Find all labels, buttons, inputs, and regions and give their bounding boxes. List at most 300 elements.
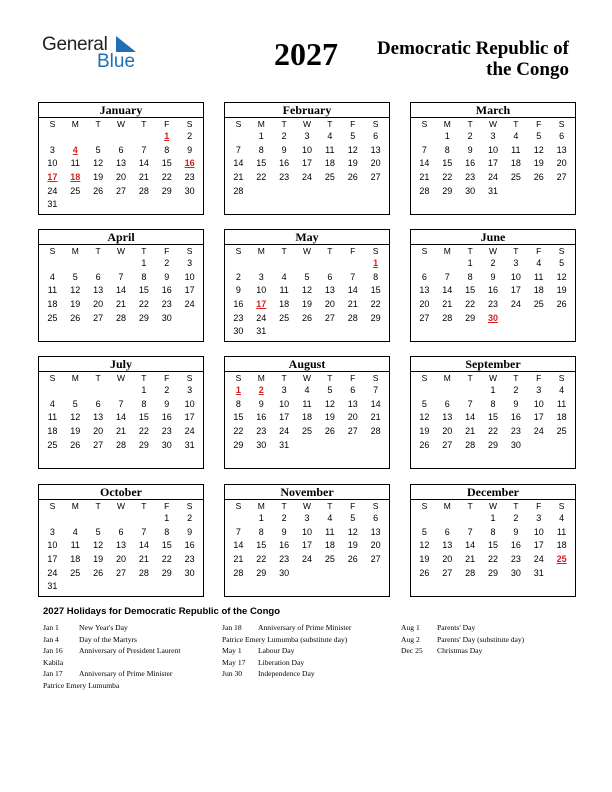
holiday-date: Aug 1	[401, 623, 420, 632]
day-cell: 26	[301, 312, 312, 323]
day-cell: 13	[115, 540, 126, 551]
month-title: February	[225, 103, 389, 118]
day-cell: 26	[347, 554, 358, 565]
day-cell: 24	[301, 554, 312, 565]
day-cell: 14	[115, 285, 126, 296]
day-cell: 25	[324, 554, 335, 565]
day-cell: 16	[487, 285, 498, 296]
day-cell: 29	[161, 567, 172, 578]
month-january	[38, 102, 204, 215]
day-cell: 21	[419, 172, 430, 183]
day-cell: 6	[373, 131, 379, 141]
day-cell: 25	[556, 426, 567, 437]
day-cell: 31	[533, 567, 544, 578]
day-cell: 20	[442, 426, 453, 437]
holiday-name: Parents' Day	[437, 623, 476, 632]
holiday-entry	[43, 645, 218, 657]
day-cell: 31	[184, 439, 195, 450]
month-title: January	[39, 103, 203, 118]
day-cell: 14	[233, 540, 244, 551]
day-cell: 17	[301, 158, 312, 169]
day-cell: 20	[115, 554, 126, 565]
day-cell: 23	[184, 554, 195, 565]
day-cell: 23	[279, 554, 290, 565]
holiday-column	[222, 622, 397, 680]
day-cell: 10	[184, 271, 195, 282]
day-cell: 5	[536, 131, 542, 141]
day-cell: 1	[141, 385, 147, 395]
day-cell: 28	[138, 567, 149, 578]
empty-cell	[413, 257, 436, 271]
day-cell: 27	[93, 312, 104, 323]
day-cell: 15	[487, 540, 498, 551]
day-cell: 28	[138, 185, 149, 196]
day-cell: 16	[510, 412, 521, 423]
day-cell: 3	[536, 385, 542, 395]
day-cell: 3	[258, 271, 264, 282]
day-cell: 22	[487, 554, 498, 565]
day-cell: 26	[324, 426, 335, 437]
holiday-day: 16	[184, 158, 195, 169]
day-cell: 18	[70, 554, 81, 565]
day-cell: 17	[279, 412, 290, 423]
day-cell: 13	[93, 285, 104, 296]
weekday-label: S	[186, 246, 193, 256]
day-cell: 17	[533, 412, 544, 423]
day-cell: 27	[115, 185, 126, 196]
day-cell: 27	[419, 312, 430, 323]
day-cell: 25	[533, 299, 544, 310]
day-cell: 7	[467, 526, 473, 537]
day-cell: 30	[233, 326, 244, 337]
day-cell: 13	[556, 144, 567, 155]
holiday-column	[43, 622, 218, 691]
day-cell: 5	[350, 131, 356, 141]
day-cell: 30	[256, 439, 267, 450]
day-cell: 22	[442, 172, 453, 183]
day-cell: 10	[510, 271, 521, 282]
day-cell: 13	[419, 285, 430, 296]
holiday-date: Jan 18	[222, 623, 242, 632]
day-cell: 17	[510, 285, 521, 296]
day-cell: 4	[49, 398, 55, 409]
day-cell: 3	[187, 385, 193, 395]
holiday-day: 1	[235, 385, 241, 395]
holiday-date: Jan 4	[43, 634, 59, 644]
day-cell: 22	[138, 299, 149, 310]
holiday-day: 1	[373, 258, 379, 268]
day-cell: 18	[556, 540, 567, 551]
day-cell: 11	[556, 398, 567, 409]
weekday-label: W	[488, 246, 497, 256]
day-cell: 25	[324, 172, 335, 183]
weekday-label: F	[164, 501, 170, 511]
day-cell: 13	[347, 398, 358, 409]
day-cell: 21	[138, 554, 149, 565]
day-cell: 18	[556, 412, 567, 423]
empty-cell	[318, 257, 341, 271]
holiday-day: 25	[556, 554, 567, 565]
day-cell: 14	[370, 398, 381, 409]
empty-cell	[110, 130, 133, 144]
day-cell: 6	[95, 271, 101, 282]
day-cell: 5	[304, 271, 310, 282]
day-cell: 20	[556, 158, 567, 169]
empty-cell	[41, 130, 64, 144]
day-cell: 7	[444, 271, 450, 282]
day-cell: 27	[347, 426, 358, 437]
weekday-label: T	[281, 119, 287, 129]
weekday-label: F	[350, 246, 356, 256]
day-cell: 2	[235, 271, 241, 282]
day-cell: 20	[442, 554, 453, 565]
empty-cell	[436, 512, 459, 526]
day-cell: 24	[184, 426, 195, 437]
month-title: August	[225, 357, 389, 372]
day-cell: 12	[93, 158, 104, 169]
day-cell: 21	[442, 299, 453, 310]
month-title: November	[225, 485, 389, 500]
day-cell: 14	[465, 540, 476, 551]
holiday-name: Independence Day	[258, 669, 315, 678]
day-cell: 19	[347, 540, 358, 551]
day-cell: 8	[490, 398, 496, 409]
day-cell: 25	[510, 172, 521, 183]
empty-cell	[436, 257, 459, 271]
weekday-label: T	[467, 246, 473, 256]
holidays-title: 2027 Holidays for Democratic Republic of the Congo	[43, 606, 281, 617]
weekday-label: T	[513, 246, 519, 256]
day-cell: 4	[304, 385, 310, 395]
day-cell: 27	[324, 312, 335, 323]
holiday-name-continued: Patrice Emery Lumumba	[43, 680, 120, 690]
holiday-name: Labour Day	[258, 646, 295, 655]
day-cell: 3	[513, 258, 519, 268]
weekday-label: S	[421, 501, 428, 511]
holiday-day: 18	[70, 172, 81, 183]
day-cell: 3	[490, 131, 496, 141]
day-cell: 10	[47, 158, 58, 169]
day-cell: 3	[304, 513, 310, 523]
day-cell: 7	[373, 385, 379, 395]
day-cell: 4	[49, 271, 55, 282]
day-cell: 6	[373, 513, 379, 523]
day-cell: 12	[93, 540, 104, 551]
day-cell: 13	[324, 285, 335, 296]
day-cell: 25	[47, 312, 58, 323]
day-cell: 22	[487, 426, 498, 437]
day-cell: 16	[279, 540, 290, 551]
weekday-label: W	[116, 246, 125, 256]
day-cell: 5	[72, 398, 78, 409]
weekday-label: T	[95, 246, 101, 256]
day-cell: 16	[510, 540, 521, 551]
day-cell: 27	[442, 439, 453, 450]
weekday-label: M	[71, 501, 79, 511]
weekday-label: W	[302, 119, 311, 129]
weekday-label: S	[558, 246, 565, 256]
day-cell: 28	[419, 185, 430, 196]
day-cell: 8	[373, 271, 379, 282]
month-november	[224, 484, 390, 597]
weekday-label: W	[488, 501, 497, 511]
weekday-label: S	[421, 373, 428, 383]
day-cell: 28	[465, 567, 476, 578]
day-cell: 15	[487, 412, 498, 423]
day-cell: 17	[487, 158, 498, 169]
day-cell: 22	[161, 172, 172, 183]
day-cell: 18	[279, 299, 290, 310]
day-cell: 31	[47, 581, 58, 592]
weekday-label: S	[186, 501, 193, 511]
month-april	[38, 229, 204, 342]
day-cell: 16	[465, 158, 476, 169]
day-cell: 17	[301, 540, 312, 551]
weekday-label: S	[558, 373, 565, 383]
empty-cell	[110, 257, 133, 271]
weekday-label: T	[513, 501, 519, 511]
day-cell: 9	[513, 526, 519, 537]
weekday-label: T	[281, 246, 287, 256]
holiday-entry	[401, 634, 571, 646]
day-cell: 10	[256, 285, 267, 296]
day-cell: 3	[187, 258, 193, 268]
empty-cell	[436, 384, 459, 398]
day-cell: 15	[138, 412, 149, 423]
day-cell: 16	[184, 540, 195, 551]
day-cell: 19	[419, 554, 430, 565]
day-cell: 8	[141, 271, 147, 282]
day-cell: 28	[115, 439, 126, 450]
day-cell: 19	[70, 299, 81, 310]
day-cell: 21	[115, 426, 126, 437]
day-cell: 21	[233, 554, 244, 565]
day-cell: 22	[465, 299, 476, 310]
day-cell: 29	[465, 312, 476, 323]
day-cell: 19	[93, 172, 104, 183]
month-july	[38, 356, 204, 469]
holiday-date: Dec 25	[401, 646, 423, 655]
day-cell: 26	[419, 439, 430, 450]
day-cell: 30	[510, 567, 521, 578]
weekday-label: M	[257, 501, 265, 511]
weekday-label: F	[164, 246, 170, 256]
day-cell: 26	[70, 439, 81, 450]
day-cell: 17	[47, 554, 58, 565]
day-cell: 9	[490, 271, 496, 282]
day-cell: 5	[421, 398, 427, 409]
day-cell: 12	[347, 526, 358, 537]
day-cell: 3	[281, 385, 287, 395]
weekday-label: M	[257, 373, 265, 383]
weekday-label: M	[257, 246, 265, 256]
day-cell: 9	[164, 271, 170, 282]
day-cell: 23	[161, 299, 172, 310]
day-cell: 28	[465, 439, 476, 450]
month-title: October	[39, 485, 203, 500]
weekday-label: M	[443, 246, 451, 256]
day-cell: 1	[164, 513, 170, 523]
day-cell: 21	[138, 172, 149, 183]
holiday-date: Jan 1	[43, 623, 59, 632]
empty-cell	[273, 257, 296, 271]
day-cell: 11	[47, 285, 58, 296]
month-september	[410, 356, 576, 469]
day-cell: 12	[419, 540, 430, 551]
weekday-label: T	[327, 501, 333, 511]
day-cell: 15	[370, 285, 381, 296]
day-cell: 4	[513, 131, 519, 141]
weekday-label: W	[488, 373, 497, 383]
day-cell: 27	[93, 439, 104, 450]
weekday-label: T	[327, 246, 333, 256]
day-cell: 7	[141, 144, 147, 155]
day-cell: 27	[556, 172, 567, 183]
month-title: July	[39, 357, 203, 372]
day-cell: 2	[187, 513, 193, 523]
weekday-label: T	[141, 246, 147, 256]
weekday-label: S	[421, 119, 428, 129]
day-cell: 11	[70, 540, 80, 551]
empty-cell	[459, 384, 482, 398]
empty-cell	[132, 130, 155, 144]
day-cell: 7	[350, 271, 356, 282]
day-cell: 19	[93, 554, 104, 565]
day-cell: 20	[370, 158, 381, 169]
weekday-label: T	[281, 501, 287, 511]
day-cell: 12	[70, 285, 81, 296]
holiday-name: Christmas Day	[437, 646, 483, 655]
day-cell: 28	[442, 312, 453, 323]
weekday-label: W	[116, 501, 125, 511]
weekday-label: T	[95, 373, 101, 383]
day-cell: 4	[72, 526, 78, 537]
day-cell: 14	[347, 285, 358, 296]
day-cell: 19	[347, 158, 358, 169]
day-cell: 28	[233, 567, 244, 578]
day-cell: 26	[347, 172, 358, 183]
weekday-label: T	[141, 373, 147, 383]
day-cell: 3	[304, 131, 310, 141]
day-cell: 31	[487, 185, 498, 196]
day-cell: 10	[184, 398, 195, 409]
day-cell: 11	[325, 526, 335, 537]
day-cell: 13	[370, 526, 381, 537]
weekday-label: T	[327, 119, 333, 129]
day-cell: 14	[115, 412, 126, 423]
day-cell: 30	[184, 567, 195, 578]
day-cell: 20	[370, 540, 381, 551]
day-cell: 1	[490, 385, 496, 395]
day-cell: 5	[559, 258, 565, 268]
empty-cell	[413, 384, 436, 398]
empty-cell	[87, 130, 110, 144]
weekday-label: M	[71, 119, 79, 129]
weekday-label: F	[536, 246, 542, 256]
day-cell: 23	[510, 426, 521, 437]
day-cell: 22	[233, 426, 244, 437]
month-title: May	[225, 230, 389, 245]
holiday-name: Liberation Day	[258, 657, 305, 667]
day-cell: 23	[161, 426, 172, 437]
day-cell: 29	[487, 439, 498, 450]
holiday-name: Anniversary of President Laurent	[79, 646, 181, 655]
day-cell: 23	[279, 172, 290, 183]
day-cell: 20	[93, 299, 104, 310]
day-cell: 26	[419, 567, 430, 578]
day-cell: 24	[256, 312, 267, 323]
month-march	[410, 102, 576, 215]
weekday-label: S	[372, 119, 379, 129]
day-cell: 5	[95, 526, 101, 537]
holiday-date: Jan 17	[43, 669, 63, 678]
day-cell: 26	[93, 185, 104, 196]
holiday-date: Aug 2	[401, 634, 420, 644]
holiday-day: 17	[47, 172, 58, 183]
day-cell: 21	[465, 554, 476, 565]
day-cell: 30	[465, 185, 476, 196]
holiday-entry	[43, 622, 218, 634]
holiday-entry	[401, 645, 571, 657]
day-cell: 6	[327, 271, 333, 282]
holiday-entry	[43, 668, 218, 680]
empty-cell	[459, 512, 482, 526]
weekday-label: S	[49, 246, 56, 256]
weekday-label: S	[421, 246, 428, 256]
weekday-label: F	[164, 119, 170, 129]
day-cell: 10	[533, 398, 544, 409]
day-cell: 18	[533, 285, 544, 296]
day-cell: 9	[281, 144, 287, 155]
day-cell: 18	[324, 158, 335, 169]
day-cell: 27	[370, 554, 381, 565]
day-cell: 7	[235, 526, 241, 537]
day-cell: 21	[115, 299, 126, 310]
day-cell: 5	[350, 513, 356, 523]
day-cell: 31	[256, 326, 267, 337]
holiday-name-continued: Patrice Emery Lumumba (substitute day)	[222, 634, 348, 644]
day-cell: 25	[70, 185, 81, 196]
day-cell: 7	[421, 144, 427, 155]
day-cell: 9	[467, 144, 473, 155]
empty-cell	[110, 512, 133, 526]
day-cell: 2	[164, 258, 170, 268]
day-cell: 11	[70, 158, 80, 169]
holiday-day: 1	[164, 131, 170, 141]
day-cell: 24	[47, 185, 58, 196]
weekday-label: W	[116, 119, 125, 129]
day-cell: 9	[187, 144, 193, 155]
holiday-name: New Year's Day	[79, 623, 128, 632]
weekday-label: T	[141, 501, 147, 511]
empty-cell	[41, 384, 64, 398]
day-cell: 23	[184, 172, 195, 183]
day-cell: 9	[187, 526, 193, 537]
holiday-entry	[222, 645, 397, 657]
empty-cell	[64, 384, 87, 398]
day-cell: 22	[370, 299, 381, 310]
weekday-label: T	[513, 373, 519, 383]
day-cell: 27	[442, 567, 453, 578]
day-cell: 17	[184, 285, 195, 296]
weekday-label: M	[71, 246, 79, 256]
day-cell: 2	[187, 131, 193, 141]
month-title: December	[411, 485, 575, 500]
holiday-entry	[222, 622, 397, 634]
day-cell: 18	[47, 426, 58, 437]
weekday-label: W	[302, 501, 311, 511]
day-cell: 22	[256, 172, 267, 183]
